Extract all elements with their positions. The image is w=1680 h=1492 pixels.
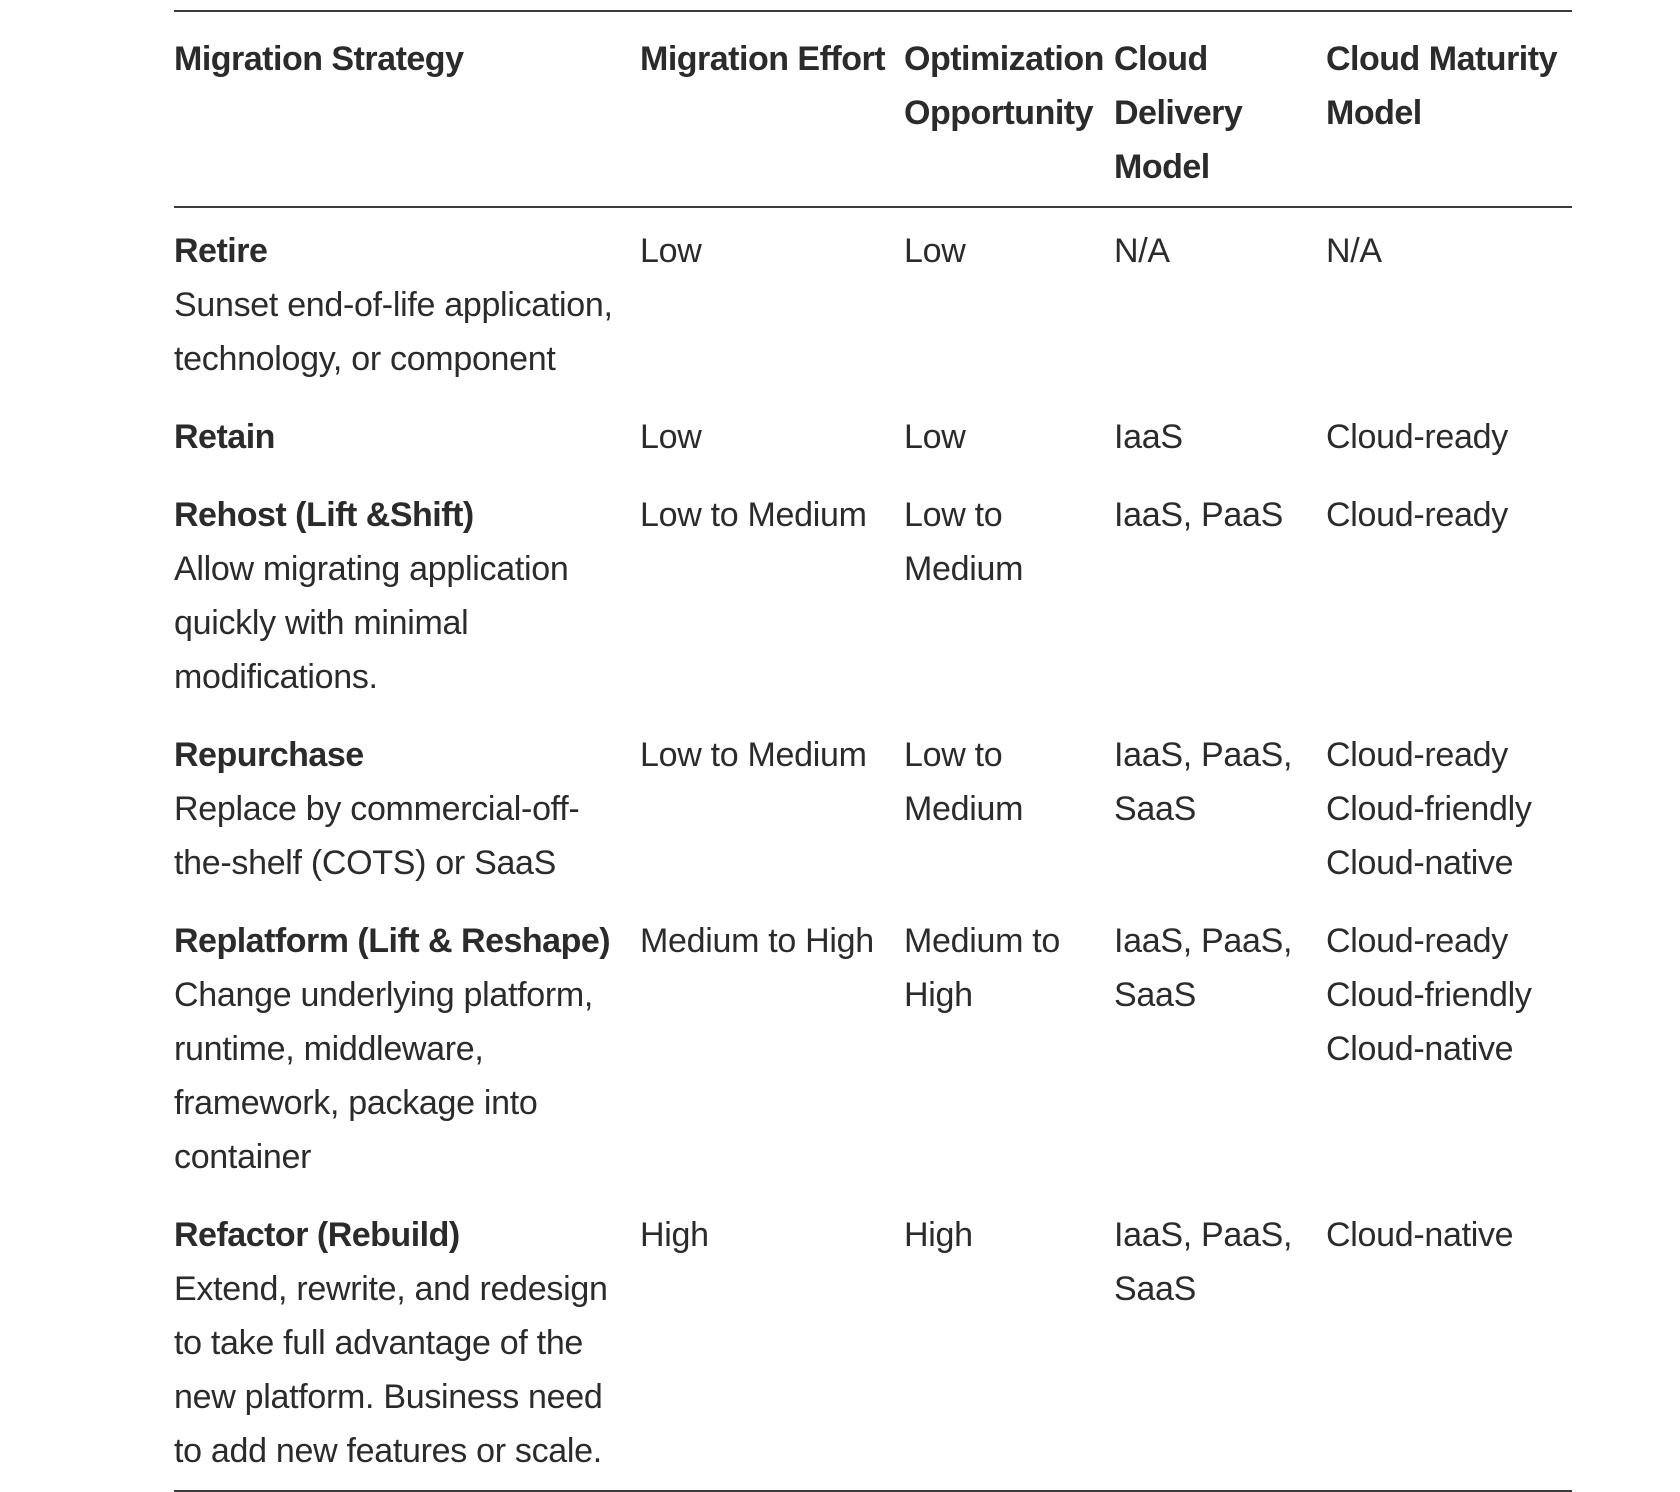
maturity-level: Cloud-ready: [1326, 736, 1508, 774]
maturity-level: Cloud-friendly: [1326, 976, 1532, 1014]
maturity-level: Cloud-friendly: [1326, 790, 1532, 828]
optimization-opportunity-cell: Medium to High: [904, 922, 1061, 1014]
strategy-description: Replace by commercial-off-the-shelf (COTS) or SaaS: [174, 790, 580, 882]
cloud-maturity-model-cell: [1326, 476, 1572, 716]
table-row: [174, 476, 1572, 716]
migration-strategy-table: [174, 10, 1572, 1492]
maturity-level: Cloud-ready: [1326, 922, 1508, 960]
cloud-delivery-model-cell: IaaS, PaaS, SaaS: [1114, 1216, 1293, 1308]
table-body: [174, 207, 1572, 1491]
cloud-maturity-model-cell: [1326, 398, 1572, 476]
cloud-delivery-model-cell: IaaS, PaaS: [1114, 496, 1284, 534]
header-cloud-maturity-model: Cloud Maturity Model: [1326, 40, 1557, 132]
strategy-description: Extend, rewrite, and redesign to take full advantage of the new platform. Business need to add new features or scale.: [174, 1270, 608, 1470]
maturity-level: Cloud-native: [1326, 1030, 1514, 1068]
table-row: [174, 207, 1572, 398]
strategy-name: Refactor (Rebuild): [174, 1216, 460, 1254]
migration-strategy-table-container: [174, 10, 1572, 1492]
strategy-description: Sunset end-of-life application, technology, or component: [174, 286, 613, 378]
migration-effort-cell: Low to Medium: [640, 496, 867, 534]
migration-effort-cell: Low: [640, 418, 702, 456]
cloud-maturity-model-cell: [1326, 207, 1572, 398]
strategy-cell: [174, 1196, 640, 1491]
header-migration-strategy: Migration Strategy: [174, 40, 464, 78]
strategy-name: Rehost (Lift &Shift): [174, 496, 474, 534]
migration-effort-cell: Low: [640, 232, 702, 270]
maturity-level: Cloud-native: [1326, 844, 1514, 882]
optimization-opportunity-cell: High: [904, 1216, 973, 1254]
table-row: [174, 1196, 1572, 1491]
table-row: [174, 902, 1572, 1196]
migration-effort-cell: High: [640, 1216, 709, 1254]
cloud-maturity-model-cell: [1326, 1196, 1572, 1491]
header-cloud-delivery-model: Cloud Delivery Model: [1114, 40, 1243, 186]
table-row: [174, 398, 1572, 476]
strategy-name: Retire: [174, 232, 268, 270]
optimization-opportunity-cell: Low to Medium: [904, 736, 1024, 828]
cloud-maturity-model-cell: [1326, 902, 1572, 1196]
strategy-name: Repurchase: [174, 736, 364, 774]
header-row: [174, 11, 1572, 207]
strategy-description: Change underlying platform, runtime, middleware, framework, package into container: [174, 976, 594, 1176]
strategy-name: Retain: [174, 418, 275, 456]
optimization-opportunity-cell: Low: [904, 418, 966, 456]
cloud-delivery-model-cell: IaaS, PaaS, SaaS: [1114, 922, 1293, 1014]
migration-effort-cell: Medium to High: [640, 922, 874, 960]
maturity-level: Cloud-ready: [1326, 418, 1508, 456]
cloud-delivery-model-cell: IaaS: [1114, 418, 1183, 456]
cloud-delivery-model-cell: IaaS, PaaS, SaaS: [1114, 736, 1293, 828]
strategy-cell: [174, 716, 640, 902]
migration-effort-cell: Low to Medium: [640, 736, 867, 774]
table-header: [174, 11, 1572, 207]
optimization-opportunity-cell: Low to Medium: [904, 496, 1024, 588]
header-optimization-opportunity: Optimization Opportunity: [904, 40, 1104, 132]
strategy-cell: [174, 398, 640, 476]
strategy-cell: [174, 207, 640, 398]
maturity-level: Cloud-ready: [1326, 496, 1508, 534]
optimization-opportunity-cell: Low: [904, 232, 966, 270]
strategy-cell: [174, 902, 640, 1196]
strategy-name: Replatform (Lift & Reshape): [174, 922, 611, 960]
cloud-delivery-model-cell: N/A: [1114, 232, 1170, 270]
maturity-level: N/A: [1326, 232, 1382, 270]
cloud-maturity-model-cell: [1326, 716, 1572, 902]
strategy-cell: [174, 476, 640, 716]
strategy-description: Allow migrating application quickly with minimal modifications.: [174, 550, 569, 696]
table-row: [174, 716, 1572, 902]
header-migration-effort: Migration Effort: [640, 40, 886, 78]
maturity-level: Cloud-native: [1326, 1216, 1514, 1254]
